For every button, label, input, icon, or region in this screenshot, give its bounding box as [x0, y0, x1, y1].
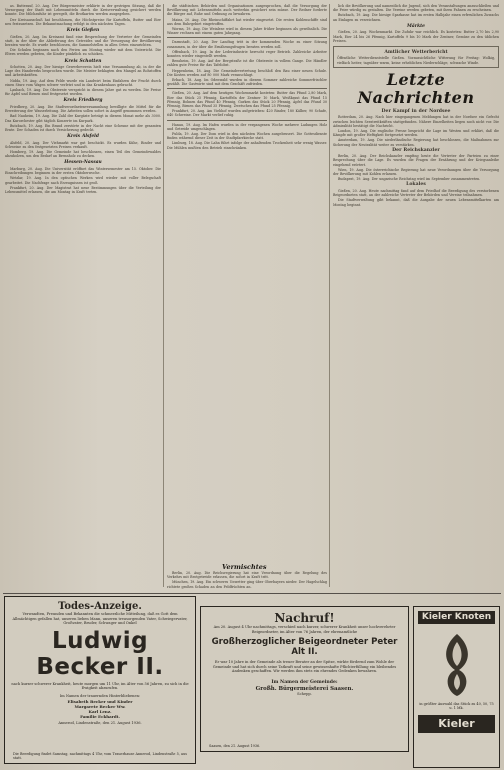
weather-box [333, 46, 499, 68]
news-heading: Letzte Nachrichten [357, 69, 475, 107]
article-paragraph: Butzbach, 19. Aug. Die hiesige Sparkasse hat im ersten Halbjahr einen erfreulichen Zuwachs an Einlagen zu verzeichnen. [333, 13, 499, 22]
article-paragraph: Laubach, 19. Aug. Die Obsternte verspricht in diesem Jahre gut zu werden. Die Preise für Äpfel und Birnen sind festgesetzt worden. [5, 88, 161, 97]
article-paragraph: Berlin, 20. Aug. Die Reichsregierung hat eine Verordnung über die Regelung des Verkehrs mit Brotgetreide erlassen, die sofort in Kraft tritt. [167, 571, 327, 580]
article-paragraph: Friedberg, 20. Aug. Die Stadtverordnetenversammlung bewilligte die Mittel für die Erweiterung der Wasserleitung. Die Arbeiten sollen sofort in Angriff genommen werden. [5, 104, 161, 114]
article-paragraph: München, 19. Aug. Ein schweres Unwetter ging über Oberbayern nieder. Der Hagelschlag richtete großen Schaden an den Feldfrüchten an. [167, 580, 327, 589]
article-paragraph: die städtischen Behörden und Organisationen ausgesprochen, daß die Versorgung der Bevölkerung mit Lebensmitteln auch weiterhin gesichert sein müsse. Der Redner forderte die Bürger auf, Ruhe und Ordnung zu bewahren. [167, 4, 327, 17]
vermischtes-heading: Vermischtes [222, 563, 267, 571]
column-rule [329, 4, 330, 587]
article-paragraph: Mainz, 20. Aug. Die Rheinschiffahrt hat wieder eingesetzt. Die ersten Kohlenschiffe sind aus dem Ruhrgebiet eingetroffen. [167, 17, 327, 26]
section-heading: Kreis Gießen [66, 28, 100, 34]
article-paragraph: Gießen, 20. Aug. Heute nachmittag fand auf dem Friedhof die Beerdigung des verstorbenen Beigeordneten statt, an der zahlreiche Vertreter der Behörden und Vereine teilnahmen. [333, 188, 499, 198]
obituary-ad [200, 606, 409, 752]
article-paragraph: Alsfeld, 20. Aug. Der Viehmarkt war gut beschickt. Es wurden Kühe, Rinder und Schweine zu den festgesetzten Preisen verkauft. [5, 140, 161, 149]
article-paragraph: Darmstadt, 20. Aug. Der Landtag tritt in der kommenden Woche zu einer Sitzung zusammen, in der über die Ernährungsfragen beraten werden soll. [167, 40, 327, 49]
obituary-sign-role: Schepp. [297, 691, 312, 696]
divider [167, 37, 327, 38]
article-paragraph: Rotterdam, 20. Aug. Nach hier eingegangenen Meldungen hat in der Nordsee ein Gefecht zwischen leichten Seestreitkräften stattgefunden. Nähere Einzelheiten liegen noch nicht vor. Die Admiralität bestätigt die Nachricht. [333, 115, 499, 128]
obituary-date: Saasen, den 21. August 1936. [209, 743, 261, 748]
vermischtes-section [167, 571, 327, 590]
obituary-title: Nachruf! [274, 611, 335, 625]
kieler-text: in größter Auswahl das Stück zu 40, 50, 75 u. 1 Mk. [419, 702, 494, 711]
article-paragraph: Bensheim, 19. Aug. Auf der Bergstraße ist die Obsternte in vollem Gange. Die Händler zahlen gute Preise für das Tafelobst. [167, 59, 327, 68]
article-paragraph: Gießen, 20. Aug. Im Kreisamt fand eine Besprechung der Vertreter der Gemeinden statt, in der über die Ablieferung des Getreides und die Versorgung der Bevölkerung beraten wurde. Es wurde beschlossen, die Sammelstellen in allen Orten einzurichten. [5, 34, 161, 47]
death-notice-date: Annerod, Lindenstraße, den 21. August 1936. [58, 720, 142, 725]
divider [167, 120, 327, 121]
kieler-title: Kieler Knoten [418, 611, 495, 624]
obituary-name: Großherzoglicher Beigeordneter Peter Alt II. [211, 637, 398, 658]
article-paragraph: Die Stadtverwaltung gibt bekannt, daß die Ausgabe der neuen Lebensmittelkarten am Montag beginnt. [333, 198, 499, 207]
news-subheading: Der Kampf in der Nordsee [381, 108, 451, 114]
weather-heading: Amtlicher Wetterbericht [384, 49, 448, 55]
death-notice-footer: Die Beerdigung findet Samstag, nachmittags 4 Uhr, vom Trauerhause Annerod, Lindenstraße 5, aus statt. [13, 751, 187, 760]
news-subheading: Lokales [406, 182, 426, 188]
article-paragraph: Heppenheim, 18. Aug. Die Gemeindevertretung beschloß den Bau einer neuen Schule. Die Kosten werden auf 80 000 Mark veranschlagt. [167, 68, 327, 77]
mourner-name: Familie Eckhardt. [80, 713, 120, 719]
article-paragraph: Gießen, 20. Aug. Wochenmarkt. Die Zufuhr war reichlich. Es kosteten: Butter 2,70 bis 2,90 Mark, Eier 24 bis 26 Pfennig, Kartoffeln 9 bis 10 Mark der Zentner, Gemüse zu den üblichen Preisen. [333, 30, 499, 43]
article-paragraph: Frankfurt, 20. Aug. Der Magistrat hat neue Bestimmungen über die Verteilung der Lebensmittel erlassen, die am Montag in Kraft treten. [5, 185, 161, 194]
article-paragraph: Der Kreisausschuß hat beschlossen, die Höchstpreise für Kartoffeln, Butter und Eier neu festzusetzen. Die Bekanntmachung erfolgt in den nächsten Tagen. [5, 17, 161, 26]
death-notice-title: Todes-Anzeige. [58, 601, 142, 612]
article-paragraph: Bad Nauheim, 19. Aug. Die Zahl der Kurgäste beträgt in diesem Monat mehr als 3000. Das Kurorchester gibt täglich Konzerte im Kurpark. [5, 114, 161, 123]
obituary-body: Er war 10 Jahre in der Gemeinde als treuer Berater an der Spitze, wirkte fördernd zum Wohle der Gemeinde und hat sich durch seine Tatkraft und seine gewissenhafte Pflichterfüllung ein bleibendes Andenken geschaffen. Wir werden ihm stets ein ehrendes Gedenken bewahren. [212, 660, 397, 674]
ads-divider [3, 593, 501, 594]
article-paragraph: Amsterdam, 19. Aug. Die niederländische Regierung hat beschlossen, die Maßnahmen zur Sicherung der Neutralität weiter zu verstärken. [333, 138, 499, 147]
mourner-name: Karl Lenz. [88, 708, 112, 714]
article-paragraph: as. Butterauf, 20. Aug. Der Bürgermeister erklärte in der gestrigen Sitzung, daß die Versorgung der Stadt mit Lebensmitteln durch die Kreisverwaltung gesichert werden konnte. Die Milchzufuhr ist geregelt, die Brotkarten werden ausgegeben. [5, 4, 161, 17]
article-paragraph: Worms, 19. Aug. Die Weinlese wird in diesem Jahre früher beginnen als gewöhnlich. Die Winzer rechnen mit einem guten Jahrgang. [167, 27, 327, 36]
section-heading: Kreis Alsfeld [67, 134, 99, 140]
kieler-knoten-ad [413, 606, 500, 768]
article-paragraph: Butzbach, 19. Aug. Ein Brand zerstörte in der Nacht eine Scheune mit der gesamten Ernte. Der Schaden ist durch Versicherung gedeckt. [5, 123, 161, 132]
column-1 [5, 4, 161, 195]
article-paragraph: Hanau, 19. Aug. Im Hafen wurden in der vergangenen Woche mehrere Ladungen Holz und Getreide umgeschlagen. [167, 122, 327, 131]
article-paragraph: Berlin, 20. Aug. Der Reichskanzler empfing heute die Vertreter der Parteien zu einer Besprechung über die Lage. Es wurden die Fragen der Ernährung und der Kriegsanleihe eingehend erörtert. [333, 154, 499, 167]
article-paragraph: Gießen, 20. Aug. Auf dem heutigen Wochenmarkt kosteten: Butter das Pfund 2,80 Mark, Eier das Stück 25 Pfennig, Kartoffeln der Zentner 10 Mark, Weißkraut das Pfund 15 Pfennig, Bohnen das Pfund 40 Pfennig, Gurken das Stück 20 Pfennig, Äpfel das Pfund 30 Pfennig, Birnen das Pfund 35 Pfennig, Zwetschen das Pfund 25 Pfennig. [167, 91, 327, 109]
article-paragraph: Wetzlar, 19. Aug. In den optischen Werken wird wieder mit voller Belegschaft gearbeitet. Die Nachfrage nach Erzeugnissen ist groß. [5, 176, 161, 185]
column-2 [167, 4, 327, 151]
death-notice-ad [4, 596, 196, 764]
kieler-footer: Kieler [418, 715, 495, 733]
mourner-name: Margarete Becker Ww. [74, 703, 126, 709]
column-rule [163, 4, 164, 587]
article-paragraph: lich die Bevölkerung und namentlich die Jugend, sich den Veranstaltungen anzuschließen und die Feier würdig zu gestalten. Die Vereine werden gebeten, mit ihren Fahnen zu erscheinen. [333, 4, 499, 13]
article-paragraph: Budapest, 19. Aug. Der ungarische Reichstag wird im September zusammentreten. [338, 177, 481, 182]
section-heading: Märkte [407, 23, 425, 29]
article-paragraph: Homberg, 19. Aug. Die Gemeinde hat beschlossen, einen Teil des Gemeindewaldes abzuholzen, um den Bedarf an Brennholz zu decken. [5, 150, 161, 159]
article-paragraph: Fulda, 19. Aug. Der Dom wird in den nächsten Wochen ausgebessert. Die Gottesdienste finden während dieser Zeit in der Stadtpfarrkirche statt. [167, 132, 327, 141]
article-paragraph: Schotten, 20. Aug. Der hiesige Gewerbeverein hielt eine Versammlung ab, in der die Lage des Handwerks besprochen wurde. Die Meister beklagten den Mangel an Rohstoffen und Arbeitskräften. [5, 65, 161, 78]
news-subheading: Der Reichskanzler [392, 147, 440, 153]
death-notice-intro: Verwandten, Freunden und Bekannten die schmerzliche Mitteilung, daß es Gott dem Allmächtigen gefallen hat, unseren lieben Mann, unseren treusorgenden Vater, Schwiegervater, Großvater, Bruder, Schwager und Onkel [12, 612, 188, 626]
divider [167, 88, 327, 89]
article-paragraph: Nidda, 19. Aug. Auf dem Felde wurde ein Landwirt beim Einfahren der Frucht durch einen Sturz vom Wagen schwer verletzt und in das Krankenhaus gebracht. [5, 78, 161, 87]
obituary-intro: Am 20. August 4 Uhr nachmittags, verschied nach kurzer, schwerer Krankheit unser hochverehrter Beigeordneter, im Alter von 76 Jahren, der ehrenamtliche [213, 625, 396, 634]
mourners-intro: Im Namen der trauernden Hinterbliebenen: [59, 693, 141, 698]
section-heading: Kreis Schotten [64, 58, 102, 64]
article-paragraph: Wien, 19. Aug. Die österreichische Regierung hat neue Verordnungen über die Versorgung der Bevölkerung mit Kohlen erlassen. [333, 167, 499, 177]
article-paragraph: Offenbach, 19. Aug. In der Lederindustrie herrscht reger Betrieb. Zahlreiche Arbeiter konnten wieder eingestellt werden. [167, 49, 327, 59]
obituary-sign-intro: Im Namen der Gemeinde: [271, 679, 338, 685]
article-paragraph: Marburg, 20. Aug. Die Universität eröffnet das Wintersemester am 15. Oktober. Die Einschreibungen beginnen in der ersten Oktoberwoche. [5, 166, 161, 176]
column-3 [333, 4, 499, 208]
section-heading: Kreis Friedberg [63, 98, 103, 104]
article-paragraph: Limburg, 18. Aug. Die Lahn führt infolge der anhaltenden Trockenheit sehr wenig Wasser. Die Mühlen mußten den Betrieb einschränken. [167, 141, 327, 150]
article-paragraph: Erbach, 18. Aug. Im Odenwald wurden in diesem Sommer zahlreiche Sommerfrischler gezählt. Die Gastwirte sind mit dem Geschäft zufrieden. [167, 78, 327, 87]
knot-illustration-icon [437, 630, 477, 700]
article-paragraph: Frankfurt, 20. Aug. Am Viehhof wurden aufgetrieben: 420 Rinder, 180 Kälber, 90 Schafe, 640 Schweine. Der Markt verlief ruhig. [167, 109, 327, 118]
deceased-name: Ludwig Becker II. [36, 627, 164, 680]
mourner-name: Elisabeth Becker und Kinder [67, 698, 133, 704]
section-heading: Hessen-Nassau [64, 160, 102, 166]
death-notice-detail: nach kurzer schwerer Krankheit, heute morgen um 11 Uhr, im Alter von 56 Jahren, zu sich in die Ewigkeit abzurufen. [11, 681, 189, 691]
article-paragraph: Die Schulen beginnen nach den Ferien am Montag wieder mit dem Unterricht. Die Eltern werden gebeten, die Kinder pünktlich zu schicken. [5, 48, 161, 57]
obituary-sign-name: Großh. Bürgermeisterei Saasen. [255, 685, 354, 692]
article-paragraph: London, 19. Aug. Die englische Presse bespricht die Lage im Westen und erklärt, daß die Kämpfe mit großer Heftigkeit fortgesetzt werden. [333, 128, 499, 138]
weather-text: Öffentliche Wetterdienststelle Gießen. Voraussichtliche Witterung für Freitag: Wolkig, vielfach heiter, tagsüber warm, keine erheblichen Niederschläge, schwache Winde. [337, 56, 495, 65]
